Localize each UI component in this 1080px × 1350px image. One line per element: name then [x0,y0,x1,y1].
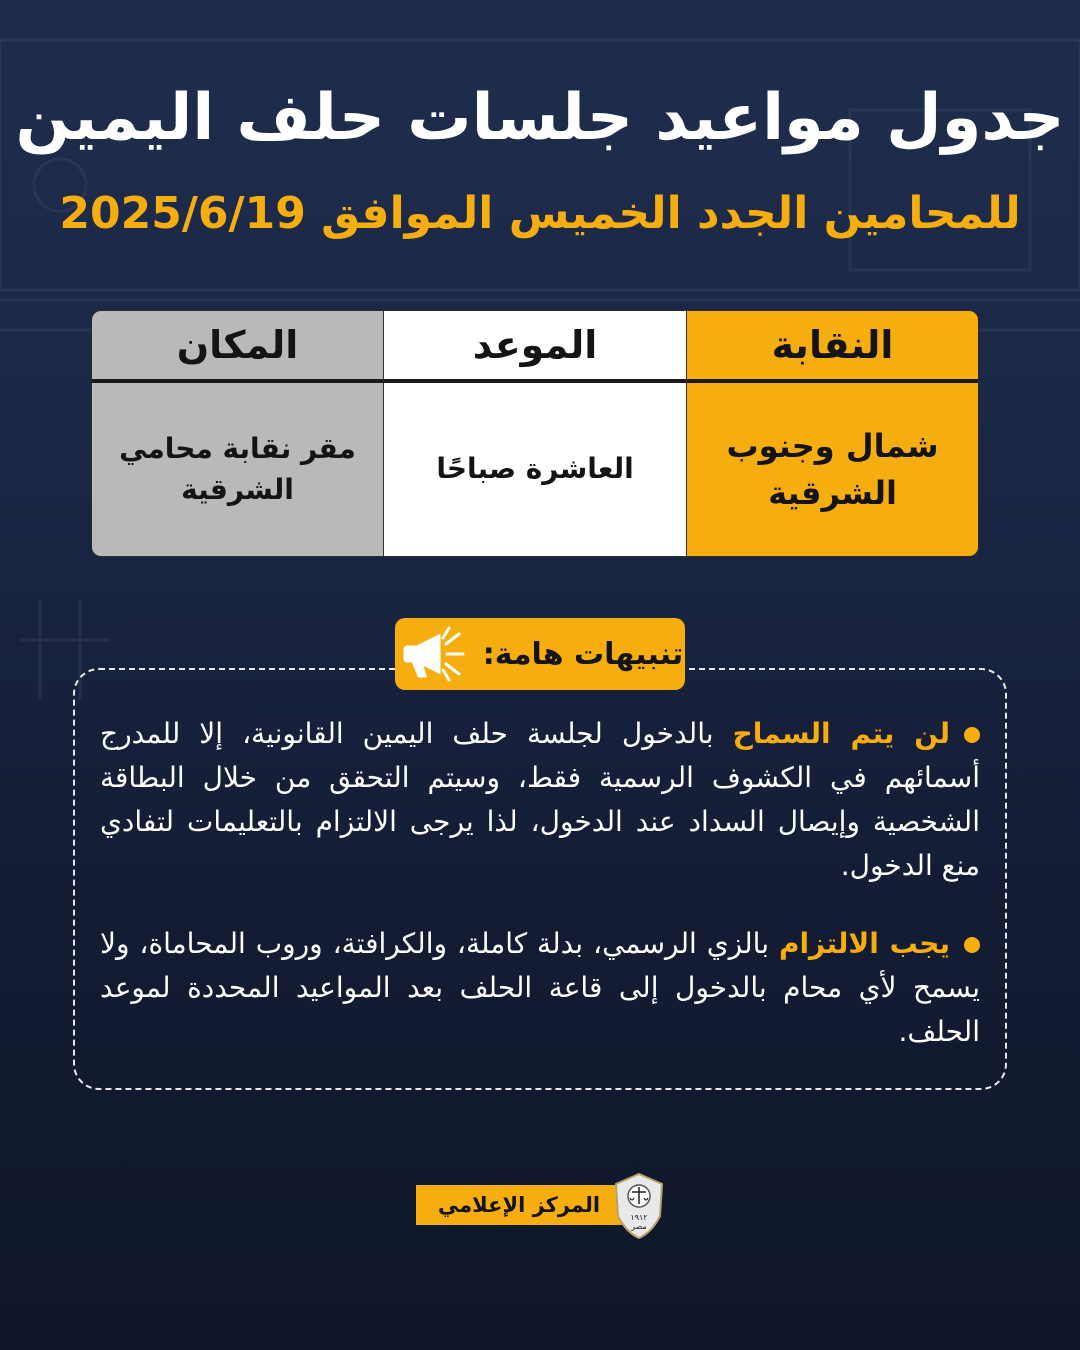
note-item [100,922,980,1054]
page-title: جدول مواعيد جلسات حلف اليمين [15,81,1065,155]
note-item [100,712,980,888]
note-text: بالزي الرسمي، بدلة كاملة، والكرافتة، وروب المحاماة، ولا يسمح لأي محام بالدخول إلى قاعة الحلف بعد المواعيد المحددة لموعد الحلف. [100,927,980,1048]
page-subtitle: للمحامين الجدد الخميس الموافق 2025/6/19 [59,188,1021,239]
notes-tag [395,618,685,690]
schedule-table [91,310,979,557]
note-highlight: يجب الالتزام [778,927,950,960]
footer [416,1172,666,1242]
logo-country: مصر [631,1222,647,1231]
table-header-place: المكان [92,311,383,383]
notes-tag-label: تنبيهات هامة: [482,636,684,672]
note-highlight: لن يتم السماح [732,717,951,750]
logo-year: ١٩١٢ [630,1213,648,1222]
note-text: بالدخول لجلسة حلف اليمين القانونية، إلا للمدرج أسمائهم في الكشوف الرسمية فقط، وسيتم التحقق من خلال البطاقة الشخصية وإيصال السداد عند الدخول، لذا يرجى الالتزام بالتعليمات لتفادي منع الدخول. [100,717,980,882]
bullet-icon [964,727,980,743]
table-cell-place: مقر نقابة محامي الشرقية [92,383,383,556]
bar-association-emblem-icon [612,1172,666,1240]
bullet-icon [964,937,980,953]
table-header-time: الموعد [383,311,687,383]
footer-label: المركز الإعلامي [416,1185,622,1225]
table-cell-time: العاشرة صباحًا [383,383,687,556]
table-header-syndicate: النقابة [687,311,978,383]
megaphone-icon [397,624,469,684]
table-cell-syndicate: شمال وجنوب الشرقية [687,383,978,556]
